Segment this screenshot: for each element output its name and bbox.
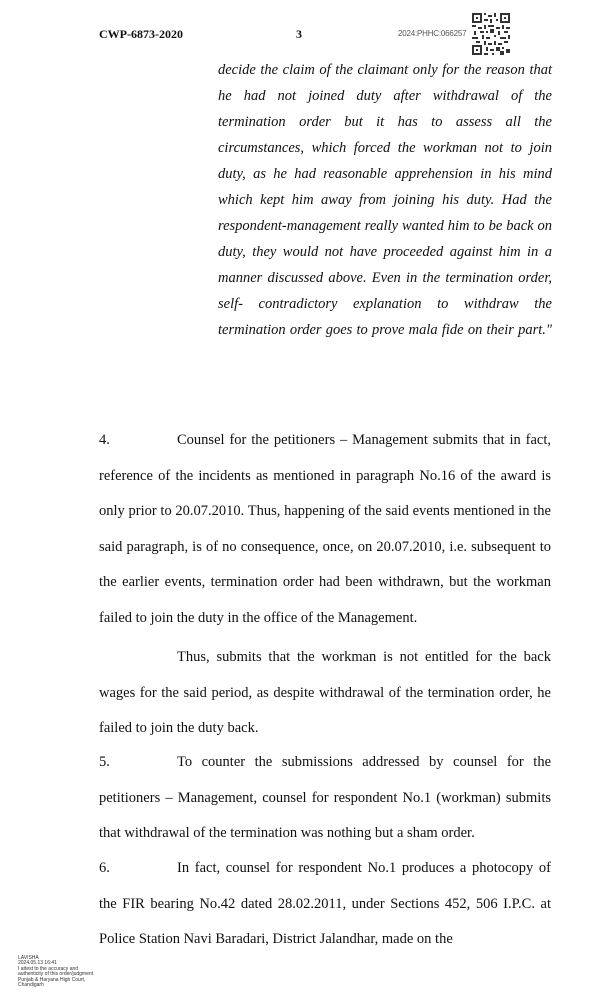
paragraph-number: 6.	[99, 860, 110, 876]
paragraph-text: In fact, counsel for respondent No.1 produces a photocopy of the FIR bearing No.42 dated 28.02.2011, under Sections 452, 506 I.P.C. at Police Station Navi Baradari, District Jalandhar, made on the	[99, 860, 551, 947]
page-number: 3	[296, 27, 302, 41]
case-number: CWP-6873-2020	[99, 27, 183, 41]
paragraph-4	[99, 423, 551, 636]
signer-name: LAVISHA	[18, 955, 39, 961]
paragraph-number: 4.	[99, 432, 110, 448]
paragraph-4-continuation	[99, 640, 551, 747]
paragraph-text: Counsel for the petitioners – Management submits that in fact, reference of the incidents as mentioned in paragraph No.16 of the award is only prior to 20.07.2010. Thus, happening of the said events mentioned in the said paragraph, is of no consequence, once, on 20.07.2010, i.e. subsequent to the earlier events, termination order had been withdrawn, but the workman failed to join the duty in the office of the Management.	[99, 432, 551, 626]
court-location: Chandigarh	[18, 982, 44, 989]
quoted-passage: decide the claim of the claimant only for the reason that he had not joined duty after withdrawal of the termination order but it has to assess all the circumstances, which forced the workman not to join duty, as he had reasonable apprehension in his mind which kept him away from joining his duty. Had the respondent-management really wanted him to be back on duty, they would not have proceeded against him in a manner discussed above. Even in the termination order, self- contradictory explanation to withdraw the termination order goes to prove mala fide on their part."	[218, 62, 552, 338]
court-name: Punjab & Haryana High Court,	[18, 976, 86, 983]
paragraph-number: 5.	[99, 754, 110, 770]
signature-timestamp: 2024.05.13 16:41	[18, 960, 57, 967]
paragraph-text: Thus, submits that the workman is not entitled for the back wages for the said period, as despite withdrawal of the termination order, he failed to join the duty back.	[99, 649, 551, 736]
paragraph-6	[99, 851, 551, 958]
attestation-line: authenticity of this order/judgment	[18, 971, 94, 978]
paragraph-text: To counter the submissions addressed by counsel for the petitioners – Management, counsel for respondent No.1 (workman) submits that withdrawal of the termination was nothing but a sham order.	[99, 754, 551, 841]
qr-code-icon	[472, 13, 510, 55]
digital-signature-stamp	[18, 956, 128, 988]
attestation-line: I attest to the accuracy and	[18, 965, 79, 972]
paragraph-5	[99, 745, 551, 852]
citation-code: 2024:PHHC:066257	[398, 29, 467, 38]
